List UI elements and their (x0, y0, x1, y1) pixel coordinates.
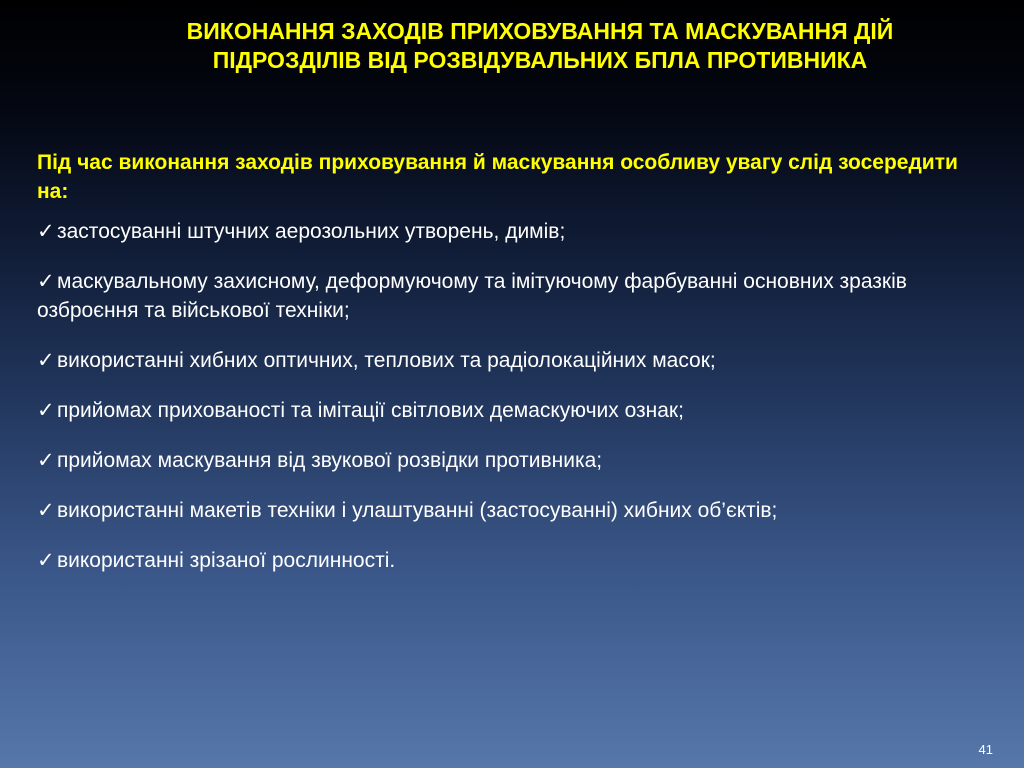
slide-title (120, 17, 960, 75)
list-item-text: прийомах прихованості та імітації світлових демаскуючих ознак; (57, 399, 684, 422)
checkmark-icon: ✓ (37, 220, 55, 243)
list-item-text: використанні макетів техніки і улаштуванні (застосуванні) хибних об’єктів; (57, 499, 778, 522)
checkmark-icon: ✓ (37, 499, 55, 522)
list-item-text: прийомах маскування від звукової розвідки противника; (57, 449, 603, 472)
list-item-text: маскувальному захисному, деформуючому та імітуючому фарбуванні основних зразків озброєння та військової техніки; (37, 270, 907, 322)
page-number: 41 (978, 742, 993, 757)
checkmark-icon: ✓ (37, 349, 55, 372)
checkmark-icon: ✓ (37, 270, 55, 293)
slide-content (37, 148, 987, 596)
slide-title-line-1: ВИКОНАННЯ ЗАХОДІВ ПРИХОВУВАННЯ ТА МАСКУВАННЯ ДІЙ (186, 18, 894, 44)
checkmark-icon: ✓ (37, 549, 55, 572)
list-item-text: застосуванні штучних аерозольних утворень, димів; (57, 220, 566, 243)
list-item (37, 446, 987, 475)
checkmark-icon: ✓ (37, 449, 55, 472)
list-item (37, 496, 987, 525)
intro-text: Під час виконання заходів приховування й маскування особливу увагу слід зосередити на: (37, 151, 958, 203)
bullet-list (37, 217, 987, 575)
list-item (37, 346, 987, 375)
slide-title-line-2: ПІДРОЗДІЛІВ ВІД РОЗВІДУВАЛЬНИХ БПЛА ПРОТИВНИКА (212, 47, 868, 73)
list-item-text: використанні зрізаної рослинності. (57, 549, 396, 572)
list-item (37, 217, 987, 246)
list-item (37, 546, 987, 575)
list-item-text: використанні хибних оптичних, теплових та радіолокаційних масок; (57, 349, 716, 372)
list-item (37, 267, 987, 325)
list-item (37, 396, 987, 425)
checkmark-icon: ✓ (37, 399, 55, 422)
